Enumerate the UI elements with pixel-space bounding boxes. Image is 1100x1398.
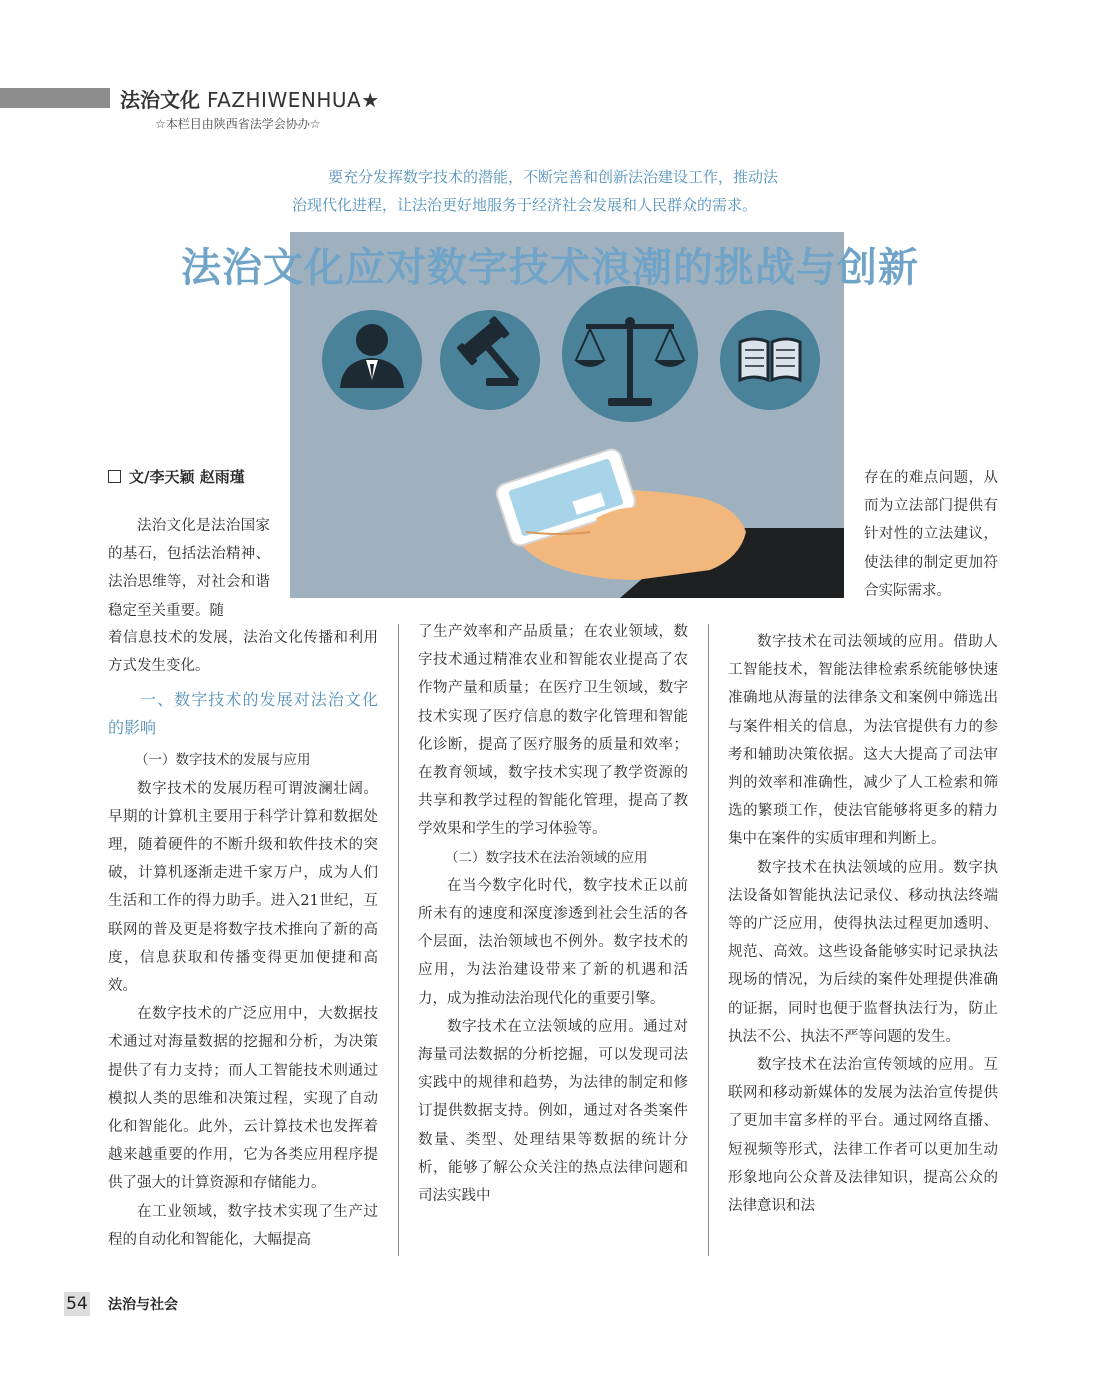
subsection-heading-1: （一）数字技术的发展与应用 bbox=[135, 752, 311, 769]
lead-line-2: 治现代化进程，让法治更好地服务于经济社会发展和人民群众的需求。 bbox=[292, 196, 758, 214]
left-column bbox=[108, 624, 378, 1254]
right-column bbox=[728, 628, 998, 1220]
subsection-heading-2: （二）数字技术在法治领域的应用 bbox=[445, 849, 648, 866]
middle-column bbox=[418, 618, 688, 1210]
column-divider bbox=[398, 624, 399, 1256]
book-icon bbox=[720, 310, 820, 410]
column-subtitle: ☆本栏目由陕西省法学会协办☆ bbox=[155, 117, 321, 131]
page-number: 54 bbox=[64, 1292, 90, 1316]
paragraph: 数字技术在执法领域的应用。数字执法设备如智能执法记录仪、移动执法终端等的广泛应用，使得执法过程更加透明、规范、高效。这些设备能够实时记录执法现场的情况，为后续的案件处理提供准确的证据，同时也便于监督执法行为，防止执法不公、执法不严等问题的发生。 bbox=[728, 859, 998, 1045]
intro-wrap-text bbox=[108, 512, 270, 625]
column-title-cn: 法治文化 bbox=[120, 88, 200, 112]
paragraph: 数字技术在立法领域的应用。通过对海量司法数据的分析挖掘，可以发现司法实践中的规律和趋势，为法律的制定和修订提供数据支持。例如，通过对各类案件数量、类型、处理结果等数据的统计分析，能够了解公众关注的热点法律问题和司法实践中 bbox=[418, 1018, 688, 1205]
person-icon bbox=[322, 310, 422, 410]
section-heading-1: 一、数字技术的发展对法治文化的影响 bbox=[108, 690, 378, 738]
column-title bbox=[120, 84, 380, 113]
paragraph: 着信息技术的发展，法治文化传播和利用方式发生变化。 bbox=[108, 630, 378, 675]
paragraph: 了生产效率和产品质量；在农业领域，数字技术通过精准农业和智能农业提高了农作物产量和质量；在医疗卫生领域，数字技术实现了医疗信息的数字化管理和智能化诊断，提高了医疗服务的质量和效率；在教育领域，数字技术实现了教学资源的共享和教学过程的智能化管理，提高了教学效果和学生的学习体验等。 bbox=[418, 624, 688, 838]
paragraph: 在数字技术的广泛应用中，大数据技术通过对海量数据的挖掘和分析，为决策提供了有力支持；而人工智能技术则通过模拟人类的思维和决策过程，实现了自动化和智能化。此外，云计算技术也发挥着越来越重要的作用，它为各类应用程序提供了强大的计算资源和存储能力。 bbox=[108, 1006, 378, 1192]
article-title: 法治文化应对数字技术浪潮的挑战与创新 bbox=[181, 245, 919, 291]
paragraph: 数字技术的发展历程可谓波澜壮阔。早期的计算机主要用于科学计算和数据处理，随着硬件的不断升级和软件技术的突破，计算机逐渐走进千家万户，成为人们生活和工作的得力助手。进入21世纪，互联网的普及更是将数字技术推向了新的高度，信息获取和传播变得更加便捷和高效。 bbox=[108, 780, 378, 995]
header-bar bbox=[0, 88, 110, 108]
magazine-name: 法治与社会 bbox=[108, 1297, 178, 1313]
gavel-icon bbox=[440, 310, 540, 410]
author-box-icon bbox=[108, 470, 121, 483]
paragraph: 法治文化是法治国家的基石，包括法治精神、法治思维等，对社会和谐稳定至关重要。随 bbox=[108, 518, 270, 619]
right-wrap-text bbox=[864, 464, 998, 605]
paragraph: 存在的难点问题，从而为立法部门提供有针对性的立法建议，使法律的制定更加符合实际需求。 bbox=[864, 470, 998, 599]
paragraph: 数字技术在司法领域的应用。借助人工智能技术，智能法律检索系统能够快速准确地从海量的法律条文和案例中筛选出与案件相关的信息，为法官提供有力的参考和辅助决策依据。这大大提高了司法审判的效率和准确性，减少了人工检索和筛选的繁琐工作，使法官能够将更多的精力集中在案件的实质审理和判断上。 bbox=[728, 634, 998, 848]
paragraph: 在工业领域，数字技术实现了生产过程的自动化和智能化，大幅提高 bbox=[108, 1203, 378, 1248]
column-title-en: FAZHIWENHUA★ bbox=[206, 88, 380, 112]
column-divider bbox=[708, 624, 709, 1256]
paragraph: 在当今数字化时代，数字技术正以前所未有的速度和深度渗透到社会生活的各个层面，法治领域也不例外。数字技术的应用，为法治建设带来了新的机遇和活力，成为推动法治现代化的重要引擎。 bbox=[418, 877, 688, 1007]
author-line bbox=[108, 466, 245, 487]
scales-icon bbox=[562, 286, 698, 422]
paragraph: 数字技术在法治宣传领域的应用。互联网和移动新媒体的发展为法治宣传提供了更加丰富多样的平台。通过网络直播、短视频等形式，法律工作者可以更加生动形象地向公众普及法律知识，提高公众的法律意识和法 bbox=[728, 1057, 998, 1215]
lead-line-1: 要充分发挥数字技术的潜能，不断完善和创新法治建设工作，推动法 bbox=[328, 168, 779, 186]
author-name: 文/李天颖 赵雨瑾 bbox=[129, 468, 245, 486]
